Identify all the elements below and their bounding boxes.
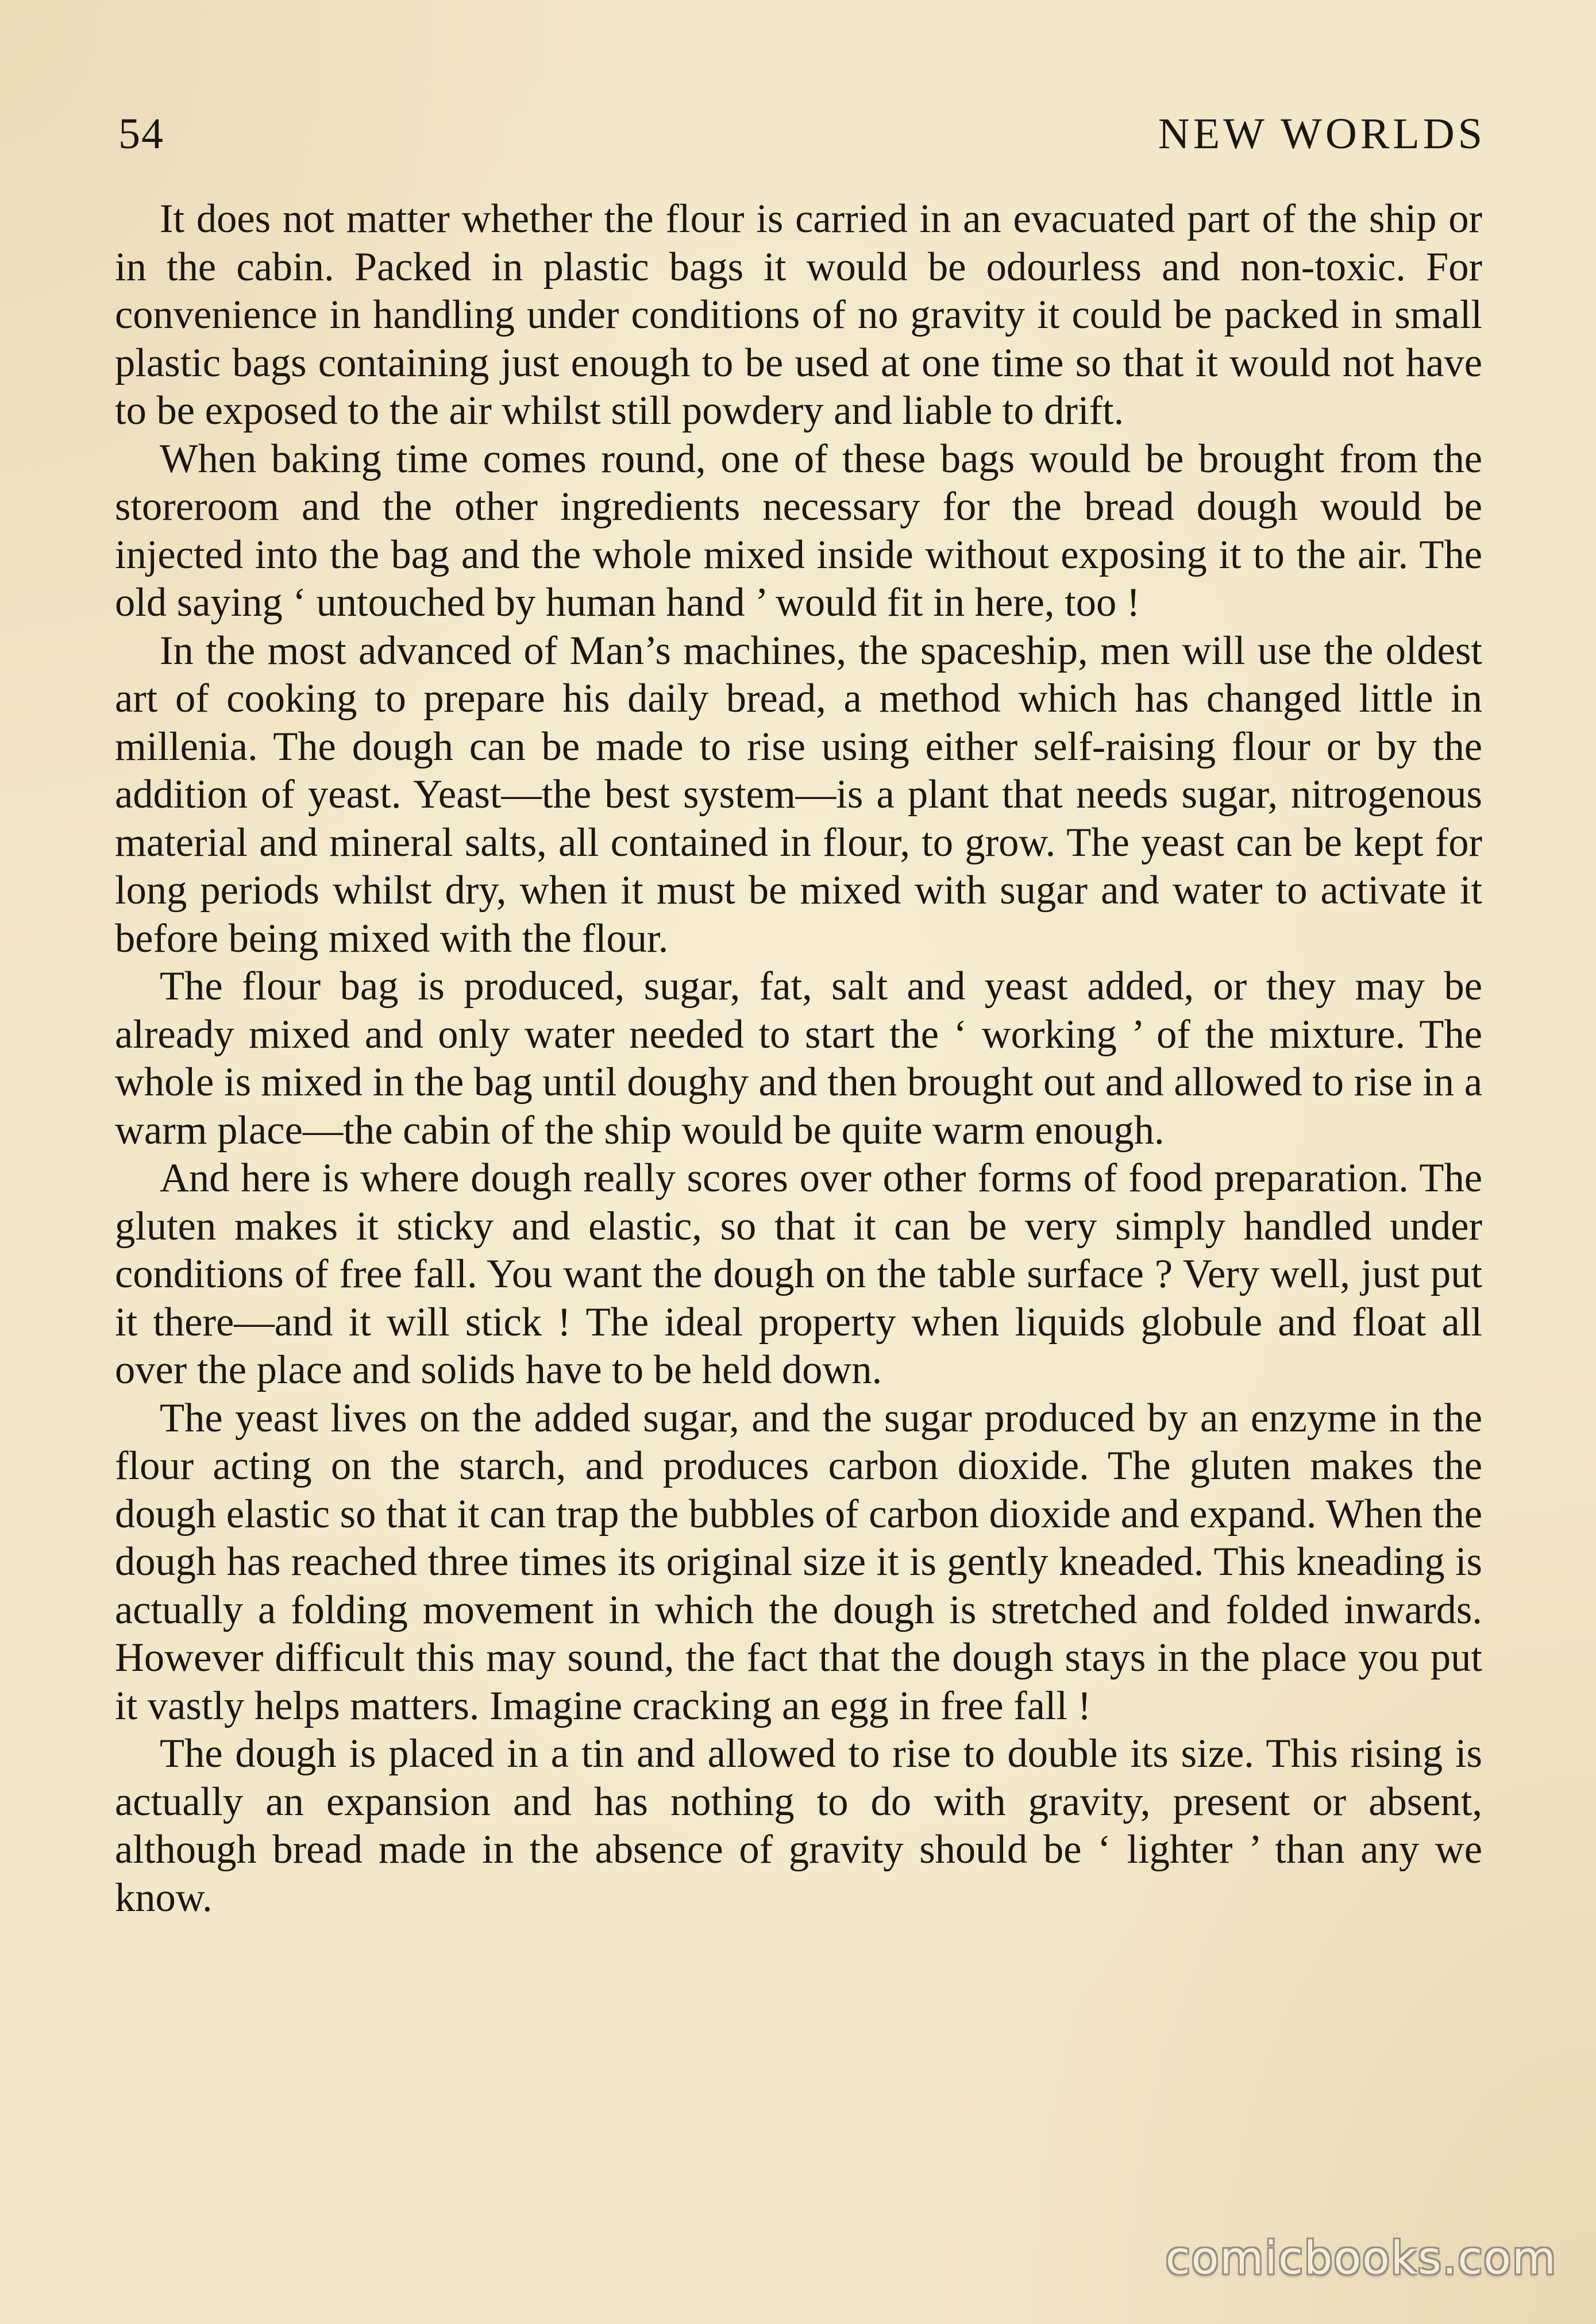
running-head: NEW WORLDS [1158,110,1486,158]
paragraph: When baking time comes round, one of these bags would be brought from the storeroom and the other ingredients necessary for the bread dough would be injected into the bag and the whole mixed inside without exposing it to the air. The old saying ‘ untouched by human hand ’ would fit in here, too ! [115,436,1482,625]
paragraph: The yeast lives on the added sugar, and the sugar produced by an enzyme in the flour acting on the starch, and produces carbon dioxide. The gluten makes the dough elastic so that it can trap the bubbles of carbon dioxide and expand. When the dough has reached three times its original size it is gently kneaded. This kneading is actually a folding movement in which the dough is stretched and folded inwards. However difficult this may sound, the fact that the dough stays in the place you put it vastly helps matters. Imagine cracking an egg in free fall ! [115,1395,1482,1728]
watermark: comicbooks.com [1165,2233,1557,2284]
paragraph: In the most advanced of Man’s machines, the spaceship, men will use the oldest art of cooking to prepare his daily bread, a method which has changed little in millenia. The dough can be made to rise using either self-raising flour or by the addition of yeast. Yeast—the best system—is a plant that needs sugar, nitrogenous material and mineral salts, all contained in flour, to grow. The yeast can be kept for long periods whilst dry, when it must be mixed with sugar and water to activate it before being mixed with the flour. [115,628,1482,961]
paragraph: The flour bag is produced, sugar, fat, salt and yeast added, or they may be already mixed and only water needed to start the ‘ working ’ of the mixture. The whole is mixed in the bag until doughy and then brought out and allowed to rise in a warm place—the cabin of the ship would be quite warm enough. [115,964,1482,1153]
paragraph: It does not matter whether the flour is carried in an evacuated part of the ship or in the cabin. Packed in plastic bags it would be odourless and non-toxic. For convenience in handling under conditions of no gravity it could be packed in small plastic bags containing just enough to be used at one time so that it would not have to be exposed to the air whilst still powdery and liable to drift. [115,196,1482,433]
page-header [118,102,1486,165]
article-body [115,195,1482,1922]
paragraph: The dough is placed in a tin and allowed to rise to double its size. This rising is actually an expansion and has nothing to do with gravity, present or absent, although bread made in the absence of gravity should be ‘ lighter ’ than any we know. [115,1731,1482,1920]
page-number: 54 [118,110,164,158]
paragraph: And here is where dough really scores over other forms of food preparation. The gluten makes it sticky and elastic, so that it can be very simply handled under conditions of free fall. You want the dough on the table surface ? Very well, just put it there—and it will stick ! The ideal property when liquids globule and float all over the place and solids have to be held down. [115,1156,1482,1392]
